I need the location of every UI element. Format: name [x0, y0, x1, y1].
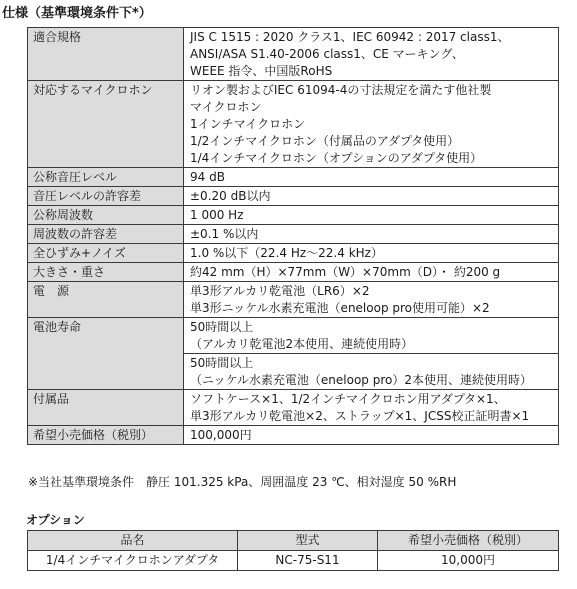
row-label: 公称音圧レベル	[28, 168, 184, 187]
column-header: 型式	[238, 531, 378, 551]
table-row	[28, 282, 559, 318]
table-row	[28, 225, 559, 244]
value-line: （アルカリ乾電池2本使用、連続使用時）	[190, 337, 414, 351]
row-label: 電 源	[28, 282, 184, 318]
value-line: リオン製およびIEC 61094-4の寸法規定を満たす他社製	[190, 83, 492, 97]
value-line: マイクロホン	[190, 100, 262, 114]
value-line: 1インチマイクロホン	[190, 117, 306, 131]
value-line: 単3形アルカリ乾電池（LR6）×2	[190, 284, 370, 298]
table-cell: 1/4インチマイクロホンアダプタ	[28, 551, 238, 571]
row-value: ±0.20 dB以内	[184, 187, 559, 206]
table-row	[28, 244, 559, 263]
table-row	[28, 390, 559, 426]
row-value: 1.0 %以下（22.4 Hz～22.4 kHz）	[184, 244, 559, 263]
row-label: 全ひずみ+ノイズ	[28, 244, 184, 263]
value-line: 単3形アルカリ乾電池×2、ストラップ×1、JCSS校正証明書×1	[190, 409, 530, 423]
row-value	[184, 282, 559, 318]
value-line: WEEE 指令、中国版RoHS	[190, 64, 333, 78]
value-line: 50時間以上	[190, 356, 254, 370]
row-label: 電池寿命	[28, 318, 184, 390]
value-line: 1/4インチマイクロホン（オプションのアダプタ使用）	[190, 151, 483, 165]
row-value	[184, 354, 559, 390]
table-row	[28, 263, 559, 282]
table-cell: 10,000円	[378, 551, 559, 571]
value-line: ANSI/ASA S1.40-2006 class1、CE マーキング、	[190, 47, 464, 61]
row-value	[184, 390, 559, 426]
row-value: 94 dB	[184, 168, 559, 187]
column-header: 希望小売価格（税別）	[378, 531, 559, 551]
row-label: 希望小売価格（税別）	[28, 426, 184, 445]
table-row	[28, 187, 559, 206]
spec-table	[27, 27, 559, 445]
row-value: ±0.1 %以内	[184, 225, 559, 244]
row-value: 100,000円	[184, 426, 559, 445]
row-value	[184, 28, 559, 81]
table-row	[28, 28, 559, 81]
value-line: ソフトケース×1、1/2インチマイクロホン用アダプタ×1、	[190, 392, 506, 406]
table-row	[28, 206, 559, 225]
row-label: 周波数の許容差	[28, 225, 184, 244]
footnote: ※当社基準環境条件 静圧 101.325 kPa、周囲温度 23 ℃、相対湿度 50 %RH	[28, 475, 457, 489]
value-line: 1/2インチマイクロホン（付属品のアダプタ使用）	[190, 134, 460, 148]
row-value	[184, 318, 559, 354]
table-cell: NC-75-S11	[238, 551, 378, 571]
row-label: 付属品	[28, 390, 184, 426]
row-label: 適合規格	[28, 28, 184, 81]
value-line: （ニッケル水素充電池（eneloop pro）2本使用、連続使用時）	[190, 373, 533, 387]
value-line: 単3形ニッケル水素充電池（eneloop pro使用可能）×2	[190, 301, 490, 315]
row-label: 音圧レベルの許容差	[28, 187, 184, 206]
value-line: 50時間以上	[190, 320, 254, 334]
table-row	[28, 168, 559, 187]
table-row	[28, 81, 559, 168]
column-header: 品名	[28, 531, 238, 551]
value-line: JIS C 1515 : 2020 クラス1、IEC 60942 : 2017 class1、	[190, 30, 510, 44]
row-label: 大きさ・重さ	[28, 263, 184, 282]
table-row	[28, 318, 559, 354]
row-label: 対応するマイクロホン	[28, 81, 184, 168]
options-title: オプション	[26, 513, 85, 527]
row-value: 約42 mm（H）×77mm（W）×70mm（D）・ 約200 g	[184, 263, 559, 282]
table-row	[28, 426, 559, 445]
row-value: 1 000 Hz	[184, 206, 559, 225]
row-label: 公称周波数	[28, 206, 184, 225]
row-value	[184, 81, 559, 168]
table-header-row	[28, 531, 559, 551]
spec-title: 仕様（基準環境条件下*）	[2, 6, 152, 21]
table-row	[28, 551, 559, 571]
options-table	[27, 530, 559, 571]
